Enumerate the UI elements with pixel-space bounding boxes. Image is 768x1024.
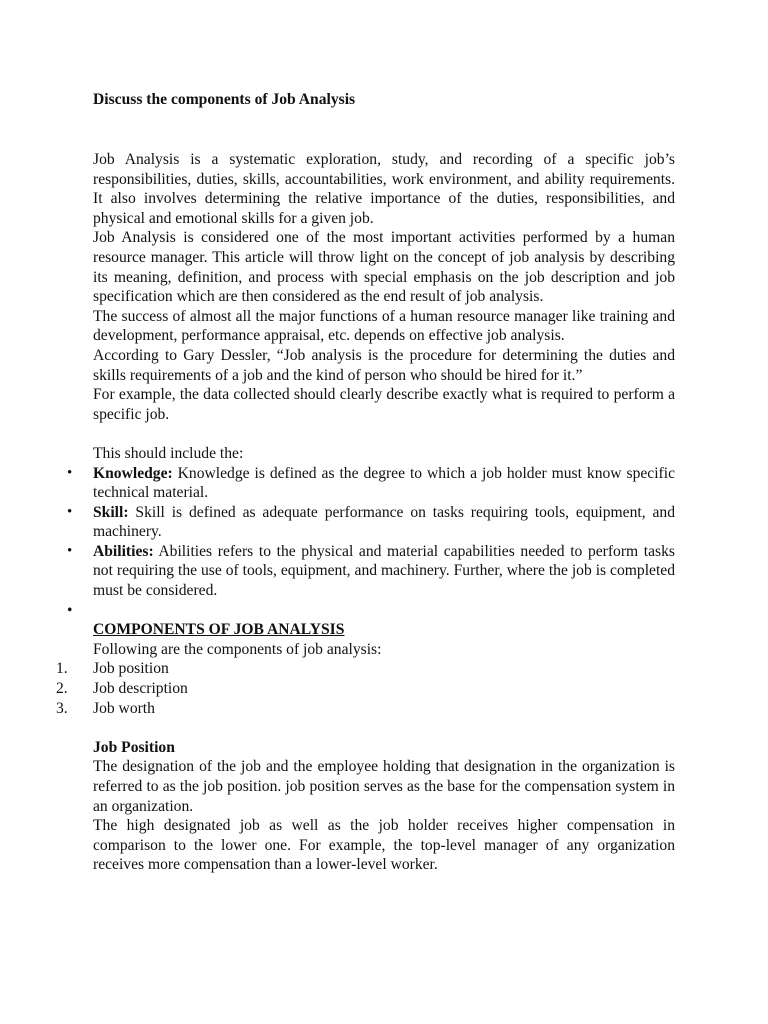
- list-item-label: Job description: [93, 680, 188, 698]
- document-title: Discuss the components of Job Analysis: [93, 91, 356, 108]
- list-item: [67, 503, 675, 542]
- list-item: [56, 679, 675, 699]
- job-position-heading: Job Position: [93, 738, 175, 756]
- intro-paragraph: For example, the data collected should clearly describe exactly what is required to perform a specific job.: [93, 386, 675, 423]
- components-list: [56, 659, 675, 718]
- components-heading: COMPONENTS OF JOB ANALYSIS: [93, 621, 345, 639]
- spacer: [93, 424, 675, 444]
- intro-paragraph: According to Gary Dessler, “Job analysis is the procedure for determining the duties and skills requirements of a job and the kind of person who should be hired for it.”: [93, 346, 675, 384]
- empty-list-item: [67, 601, 675, 621]
- list-item-term: Abilities:: [93, 542, 154, 560]
- list-item-text: Knowledge is defined as the degree to which a job holder must know specific technical material.: [93, 464, 675, 502]
- list-item-text: Abilities refers to the physical and material capabilities needed to perform tasks not requiring the use of tools, equipment, and machinery. Further, where the job is completed must be considered.: [93, 542, 675, 600]
- requirements-list: [67, 464, 675, 601]
- list-item: [56, 699, 675, 719]
- list-number: 2.: [56, 680, 68, 698]
- bullet-icon: •: [67, 601, 73, 619]
- include-intro: This should include the:: [93, 444, 244, 462]
- list-item-label: Job position: [93, 660, 169, 678]
- job-position-paragraph: The high designated job as well as the job holder receives higher compensation in comparison to the lower one. For example, the top-level manager of any organization receives more compensation than a lower-level worker.: [93, 817, 675, 874]
- list-item-term: Skill:: [93, 503, 129, 521]
- list-item-term: Knowledge:: [93, 464, 173, 482]
- intro-paragraph: Job Analysis is considered one of the most important activities performed by a human resource manager. This article will throw light on the concept of job analysis by describing its meaning, definition, and process with special emphasis on the job description and job specification which are then considered as the end result of job analysis.: [93, 229, 675, 306]
- list-number: 1.: [56, 660, 68, 678]
- list-item: [67, 464, 675, 503]
- components-intro: Following are the components of job analysis:: [93, 640, 382, 658]
- document-body: [56, 150, 675, 875]
- job-position-paragraph: The designation of the job and the employee holding that designation in the organization is referred to as the job position. job position serves as the base for the compensation system in an organization.: [93, 758, 675, 815]
- list-number: 3.: [56, 699, 68, 717]
- bullet-icon: •: [67, 464, 73, 481]
- bullet-icon: •: [67, 542, 73, 559]
- intro-paragraph: Job Analysis is a systematic exploration, study, and recording of a specific job’s responsibilities, duties, skills, accountabilities, work environment, and ability requirements. It also involves determining the relative importance of the duties, responsibilities, and physical and emotional skills for a given job.: [93, 151, 675, 227]
- list-item-label: Job worth: [93, 699, 155, 717]
- list-item: [56, 659, 675, 679]
- intro-paragraph: The success of almost all the major functions of a human resource manager like training and development, performance appraisal, etc. depends on effective job analysis.: [93, 307, 675, 345]
- spacer: [93, 718, 675, 738]
- bullet-icon: •: [67, 503, 73, 520]
- list-item: [67, 542, 675, 601]
- list-item-text: Skill is defined as adequate performance on tasks requiring tools, equipment, and machinery.: [93, 503, 675, 541]
